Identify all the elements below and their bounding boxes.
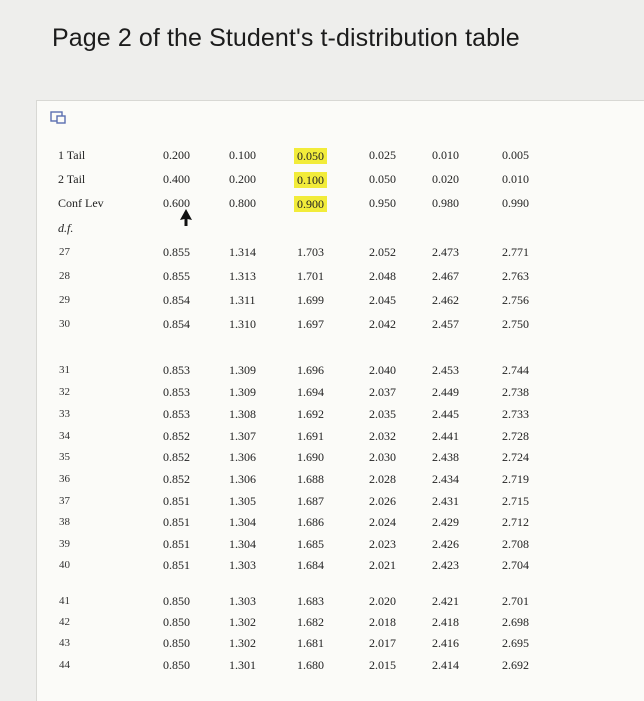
table-cell: 2.695	[502, 636, 529, 650]
header-value: 0.400	[163, 172, 190, 186]
table-cell: 2.457	[432, 317, 459, 331]
header-value: 0.050	[369, 172, 396, 186]
page-title: Page 2 of the Student's t-distribution table	[52, 24, 520, 52]
table-cell: 2.418	[432, 615, 459, 629]
table-cell: 0.851	[163, 494, 190, 508]
table-cell: 1.304	[229, 537, 256, 551]
table-cell: 0.852	[163, 450, 190, 464]
table-cell: 1.685	[297, 537, 324, 551]
header-value: 0.800	[229, 196, 256, 210]
table-cell: 1.309	[229, 363, 256, 377]
table-cell: 0.854	[163, 317, 190, 331]
table-cell: 2.026	[369, 494, 396, 508]
table-cell: 2.449	[432, 385, 459, 399]
table-cell: 1.304	[229, 515, 256, 529]
table-row-df: 37	[59, 495, 70, 507]
table-cell: 2.744	[502, 363, 529, 377]
header-value: 0.010	[432, 148, 459, 162]
table-cell: 1.680	[297, 658, 324, 672]
table-cell: 2.701	[502, 594, 529, 608]
header-value: 0.990	[502, 196, 529, 210]
table-cell: 1.694	[297, 385, 324, 399]
table-cell: 1.303	[229, 594, 256, 608]
table-cell: 2.423	[432, 558, 459, 572]
table-cell: 1.305	[229, 494, 256, 508]
clipboard-icon[interactable]	[50, 110, 66, 124]
table-cell: 1.682	[297, 615, 324, 629]
table-cell: 1.690	[297, 450, 324, 464]
header-value: 0.050	[294, 148, 327, 164]
table-cell: 2.733	[502, 407, 529, 421]
table-row-df: 38	[59, 516, 70, 528]
table-cell: 2.023	[369, 537, 396, 551]
table-cell: 0.852	[163, 472, 190, 486]
table-cell: 2.712	[502, 515, 529, 529]
table-cell: 2.015	[369, 658, 396, 672]
df-label: d.f.	[58, 221, 74, 235]
table-row-df: 36	[59, 473, 70, 485]
header-value: 0.950	[369, 196, 396, 210]
table-cell: 1.303	[229, 558, 256, 572]
table-cell: 1.703	[297, 245, 324, 259]
table-cell: 2.715	[502, 494, 529, 508]
table-cell: 2.429	[432, 515, 459, 529]
table-cell: 2.719	[502, 472, 529, 486]
table-cell: 2.028	[369, 472, 396, 486]
table-cell: 2.020	[369, 594, 396, 608]
table-cell: 2.434	[432, 472, 459, 486]
table-row-df: 40	[59, 559, 70, 571]
table-cell: 1.301	[229, 658, 256, 672]
table-cell: 0.852	[163, 429, 190, 443]
table-cell: 2.698	[502, 615, 529, 629]
table-cell: 1.308	[229, 407, 256, 421]
table-cell: 2.040	[369, 363, 396, 377]
header-value: 0.100	[229, 148, 256, 162]
table-row-df: 33	[59, 408, 70, 420]
table-row-df: 41	[59, 595, 70, 607]
table-cell: 0.850	[163, 658, 190, 672]
header-label: 2 Tail	[58, 172, 86, 186]
table-cell: 2.708	[502, 537, 529, 551]
table-cell: 1.686	[297, 515, 324, 529]
table-cell: 2.414	[432, 658, 459, 672]
table-cell: 1.313	[229, 269, 256, 283]
table-cell: 1.302	[229, 615, 256, 629]
table-cell: 2.042	[369, 317, 396, 331]
table-cell: 0.851	[163, 537, 190, 551]
table-cell: 1.310	[229, 317, 256, 331]
table-cell: 0.853	[163, 407, 190, 421]
table-cell: 1.302	[229, 636, 256, 650]
mouse-pointer-icon	[178, 208, 194, 228]
table-cell: 1.691	[297, 429, 324, 443]
table-cell: 0.850	[163, 615, 190, 629]
table-cell: 2.728	[502, 429, 529, 443]
table-cell: 0.855	[163, 269, 190, 283]
table-row-df: 29	[59, 294, 70, 306]
table-cell: 2.445	[432, 407, 459, 421]
table-sheet	[36, 100, 644, 701]
table-cell: 2.704	[502, 558, 529, 572]
header-value: 0.600	[163, 196, 190, 210]
table-cell: 2.035	[369, 407, 396, 421]
table-cell: 2.441	[432, 429, 459, 443]
table-cell: 1.697	[297, 317, 324, 331]
table-cell: 0.855	[163, 245, 190, 259]
table-row-df: 44	[59, 659, 70, 671]
table-cell: 2.024	[369, 515, 396, 529]
table-cell: 0.851	[163, 558, 190, 572]
table-cell: 2.462	[432, 293, 459, 307]
table-cell: 2.017	[369, 636, 396, 650]
table-cell: 0.850	[163, 636, 190, 650]
table-cell: 0.851	[163, 515, 190, 529]
table-cell: 2.052	[369, 245, 396, 259]
header-value: 0.025	[369, 148, 396, 162]
table-cell: 1.687	[297, 494, 324, 508]
table-cell: 2.453	[432, 363, 459, 377]
table-cell: 2.756	[502, 293, 529, 307]
table-row-df: 43	[59, 637, 70, 649]
table-cell: 0.853	[163, 385, 190, 399]
table-cell: 2.438	[432, 450, 459, 464]
table-cell: 0.850	[163, 594, 190, 608]
table-cell: 2.021	[369, 558, 396, 572]
header-value: 0.005	[502, 148, 529, 162]
table-cell: 2.045	[369, 293, 396, 307]
table-row-df: 42	[59, 616, 70, 628]
header-value: 0.900	[294, 196, 327, 212]
table-cell: 1.692	[297, 407, 324, 421]
table-cell: 1.309	[229, 385, 256, 399]
header-label: 1 Tail	[58, 148, 86, 162]
table-cell: 1.688	[297, 472, 324, 486]
table-cell: 1.699	[297, 293, 324, 307]
table-cell: 1.696	[297, 363, 324, 377]
table-cell: 2.018	[369, 615, 396, 629]
table-cell: 2.030	[369, 450, 396, 464]
table-row-df: 39	[59, 538, 70, 550]
table-cell: 2.771	[502, 245, 529, 259]
table-cell: 2.426	[432, 537, 459, 551]
table-cell: 2.421	[432, 594, 459, 608]
table-row-df: 34	[59, 430, 70, 442]
table-cell: 0.854	[163, 293, 190, 307]
table-cell: 2.763	[502, 269, 529, 283]
table-cell: 2.750	[502, 317, 529, 331]
table-row-df: 35	[59, 451, 70, 463]
table-row-df: 31	[59, 364, 70, 376]
header-value: 0.200	[163, 148, 190, 162]
table-row-df: 30	[59, 318, 70, 330]
table-cell: 2.032	[369, 429, 396, 443]
table-cell: 1.684	[297, 558, 324, 572]
table-cell: 0.853	[163, 363, 190, 377]
header-label: Conf Lev	[58, 196, 104, 210]
table-cell: 1.681	[297, 636, 324, 650]
table-row-df: 27	[59, 246, 70, 258]
header-value: 0.020	[432, 172, 459, 186]
header-value: 0.200	[229, 172, 256, 186]
header-value: 0.010	[502, 172, 529, 186]
table-row-df: 32	[59, 386, 70, 398]
table-cell: 2.037	[369, 385, 396, 399]
table-cell: 1.314	[229, 245, 256, 259]
table-cell: 2.467	[432, 269, 459, 283]
table-row-df: 28	[59, 270, 70, 282]
table-cell: 2.692	[502, 658, 529, 672]
table-cell: 1.311	[229, 293, 256, 307]
table-cell: 2.416	[432, 636, 459, 650]
table-cell: 1.683	[297, 594, 324, 608]
table-cell: 2.431	[432, 494, 459, 508]
table-cell: 1.307	[229, 429, 256, 443]
table-cell: 1.701	[297, 269, 324, 283]
table-cell: 1.306	[229, 450, 256, 464]
table-cell: 1.306	[229, 472, 256, 486]
header-value: 0.100	[294, 172, 327, 188]
header-value: 0.980	[432, 196, 459, 210]
table-cell: 2.473	[432, 245, 459, 259]
table-cell: 2.724	[502, 450, 529, 464]
table-cell: 2.048	[369, 269, 396, 283]
table-cell: 2.738	[502, 385, 529, 399]
